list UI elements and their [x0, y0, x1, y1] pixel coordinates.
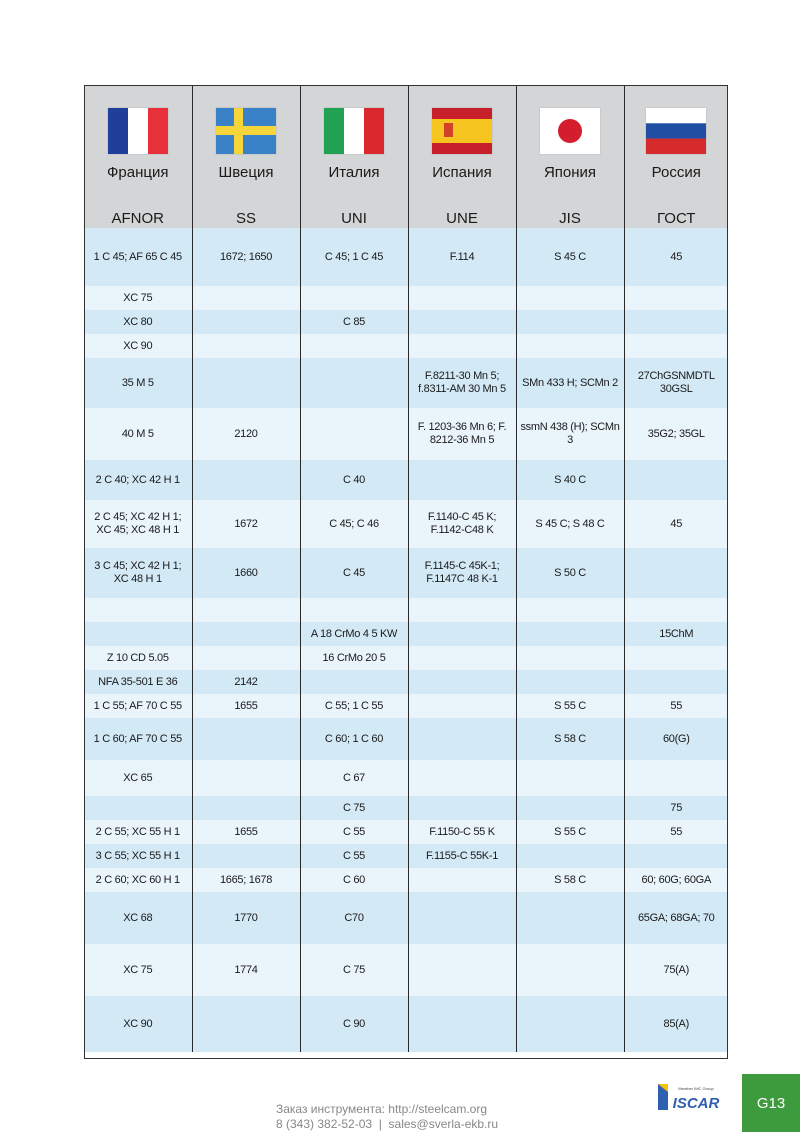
table-cell: [624, 670, 728, 694]
sweden-flag-icon: [216, 108, 276, 154]
standard-name: UNI: [341, 210, 367, 227]
table-cell: [408, 868, 516, 892]
table-cell: S 40 C: [516, 460, 624, 500]
column-header-uni: [300, 86, 408, 228]
table-cell: S 45 C: [516, 228, 624, 286]
table-row: [84, 694, 728, 718]
table-row: [84, 718, 728, 760]
table-cell: [192, 310, 300, 334]
country-name: Швеция: [218, 164, 274, 181]
table-cell: [408, 598, 516, 622]
country-name: Испания: [432, 164, 492, 181]
table-row: [84, 844, 728, 868]
table-cell: [192, 622, 300, 646]
table-row: [84, 892, 728, 944]
table-cell: C 85: [300, 310, 408, 334]
table-cell: [516, 892, 624, 944]
table-row: [84, 646, 728, 670]
table-cell: S 50 C: [516, 548, 624, 598]
table-row: [84, 548, 728, 598]
table-row: [84, 598, 728, 622]
table-cell: 3 C 45; XC 42 H 1; XC 48 H 1: [84, 548, 192, 598]
table-cell: C70: [300, 892, 408, 944]
table-cell: [624, 286, 728, 310]
table-row: [84, 286, 728, 310]
table-cell: A 18 CrMo 4 5 KW: [300, 622, 408, 646]
table-cell: 35G2; 35GL: [624, 408, 728, 460]
column-header-ss: [192, 86, 300, 228]
table-cell: [192, 796, 300, 820]
table-cell: F.1150-C 55 K: [408, 820, 516, 844]
footer-contact-line: 8 (343) 382-52-03 | sales@sverla-ekb.ru: [276, 1117, 499, 1131]
table-row: [84, 310, 728, 334]
table-cell: 45: [624, 228, 728, 286]
table-row: [84, 944, 728, 996]
table-cell: [516, 944, 624, 996]
table-row: [84, 358, 728, 408]
standard-name: SS: [235, 210, 256, 227]
table-cell: [192, 598, 300, 622]
table-cell: XC 75: [84, 286, 192, 310]
table-cell: [516, 760, 624, 796]
spain-flag-icon: [432, 108, 492, 154]
table-cell: C 45; C 46: [300, 500, 408, 548]
standard-name: AFNOR: [111, 210, 164, 227]
table-cell: [516, 598, 624, 622]
country-name: Россия: [651, 164, 701, 181]
france-flag-icon: [108, 108, 168, 154]
table-cell: [408, 286, 516, 310]
table-cell: F.8211-30 Mn 5; f.8311-AM 30 Mn 5: [408, 358, 516, 408]
table-cell: SMn 433 H; SCMn 2: [516, 358, 624, 408]
table-cell: [408, 646, 516, 670]
table-cell: [516, 310, 624, 334]
table-cell: [624, 598, 728, 622]
table-cell: 2 C 55; XC 55 H 1: [84, 820, 192, 844]
table-cell: 2 C 60; XC 60 H 1: [84, 868, 192, 892]
table-cell: F. 1203-36 Mn 6; F. 8212-36 Mn 5: [408, 408, 516, 460]
table-cell: 40 M 5: [84, 408, 192, 460]
table-cell: C 75: [300, 796, 408, 820]
table-cell: S 58 C: [516, 868, 624, 892]
table-cell: 3 C 55; XC 55 H 1: [84, 844, 192, 868]
table-cell: [624, 334, 728, 358]
table-cell: 1665; 1678: [192, 868, 300, 892]
table-cell: [516, 286, 624, 310]
table-cell: [624, 646, 728, 670]
table-cell: 60(G): [624, 718, 728, 760]
table-cell: F.1140-C 45 K; F.1142-C48 K: [408, 500, 516, 548]
table-cell: S 45 C; S 48 C: [516, 500, 624, 548]
table-cell: C 60; 1 C 60: [300, 718, 408, 760]
table-cell: [300, 408, 408, 460]
steel-equivalents-table: [84, 86, 728, 1052]
steel-equivalents-table-wrap: [84, 86, 728, 1052]
table-cell: C 55; 1 C 55: [300, 694, 408, 718]
table-cell: [516, 796, 624, 820]
table-row: [84, 670, 728, 694]
table-cell: [300, 670, 408, 694]
table-row: [84, 334, 728, 358]
table-cell: XC 80: [84, 310, 192, 334]
table-cell: 16 CrMo 20 5: [300, 646, 408, 670]
table-row: [84, 622, 728, 646]
table-cell: [408, 892, 516, 944]
standard-name: ГОСТ: [657, 210, 696, 227]
table-cell: C 40: [300, 460, 408, 500]
table-right-border: [727, 85, 728, 1059]
table-cell: 1 C 60; AF 70 C 55: [84, 718, 192, 760]
table-cell: C 67: [300, 760, 408, 796]
table-cell: [192, 760, 300, 796]
iscar-logo-tagline: Member IMC Group: [678, 1086, 714, 1091]
table-cell: NFA 35-501 E 36: [84, 670, 192, 694]
table-row: [84, 796, 728, 820]
country-name: Италия: [328, 164, 380, 181]
table-cell: 55: [624, 694, 728, 718]
table-cell: XC 65: [84, 760, 192, 796]
table-cell: 2 C 40; XC 42 H 1: [84, 460, 192, 500]
table-cell: 1 C 55; AF 70 C 55: [84, 694, 192, 718]
table-cell: Z 10 CD 5.05: [84, 646, 192, 670]
table-row: [84, 996, 728, 1052]
table-cell: 2120: [192, 408, 300, 460]
table-cell: [624, 460, 728, 500]
table-cell: 55: [624, 820, 728, 844]
table-row: [84, 460, 728, 500]
table-cell: [192, 286, 300, 310]
column-header-jis: [516, 86, 624, 228]
table-cell: [300, 358, 408, 408]
table-cell: [300, 598, 408, 622]
table-cell: [624, 310, 728, 334]
table-cell: [408, 310, 516, 334]
country-name: Япония: [543, 164, 597, 181]
table-cell: 1 C 45; AF 65 C 45: [84, 228, 192, 286]
table-cell: 1672: [192, 500, 300, 548]
table-cell: [408, 996, 516, 1052]
table-cell: [192, 646, 300, 670]
table-cell: 2142: [192, 670, 300, 694]
table-row: [84, 820, 728, 844]
table-cell: [192, 334, 300, 358]
table-cell: C 45; 1 C 45: [300, 228, 408, 286]
table-row: [84, 760, 728, 796]
footer-contacts: [276, 1102, 498, 1132]
table-cell: S 55 C: [516, 694, 624, 718]
table-cell: [516, 622, 624, 646]
table-cell: S 55 C: [516, 820, 624, 844]
table-cell: 15ChM: [624, 622, 728, 646]
table-cell: [408, 694, 516, 718]
table-cell: [516, 334, 624, 358]
standard-name: JIS: [559, 210, 581, 227]
table-cell: XC 90: [84, 996, 192, 1052]
table-cell: [624, 844, 728, 868]
table-cell: C 55: [300, 820, 408, 844]
table-cell: [192, 718, 300, 760]
table-cell: [516, 844, 624, 868]
table-cell: 27ChGSNMDTL 30GSL: [624, 358, 728, 408]
table-cell: 60; 60G; 60GA: [624, 868, 728, 892]
table-bottom-border: [84, 1058, 728, 1059]
table-cell: [408, 718, 516, 760]
table-cell: C 45: [300, 548, 408, 598]
table-cell: XC 68: [84, 892, 192, 944]
table-cell: 35 M 5: [84, 358, 192, 408]
table-left-border: [84, 85, 85, 1059]
table-row: [84, 228, 728, 286]
country-name: Франция: [107, 164, 169, 181]
table-cell: XC 90: [84, 334, 192, 358]
table-cell: [408, 760, 516, 796]
table-cell: 45: [624, 500, 728, 548]
table-cell: XC 75: [84, 944, 192, 996]
table-cell: 1672; 1650: [192, 228, 300, 286]
table-cell: [408, 460, 516, 500]
table-cell: [192, 996, 300, 1052]
russia-flag-icon: [646, 108, 706, 154]
table-cell: [84, 796, 192, 820]
table-cell: F.1145-C 45K-1; F.1147C 48 K-1: [408, 548, 516, 598]
table-cell: 75: [624, 796, 728, 820]
table-cell: 1770: [192, 892, 300, 944]
table-cell: [192, 844, 300, 868]
table-cell: [300, 334, 408, 358]
table-row: [84, 408, 728, 460]
table-cell: C 75: [300, 944, 408, 996]
table-cell: [408, 796, 516, 820]
table-cell: [624, 548, 728, 598]
table-cell: [516, 670, 624, 694]
table-row: [84, 868, 728, 892]
header-row: [84, 86, 728, 228]
column-header-afnor: [84, 86, 192, 228]
table-cell: [408, 622, 516, 646]
table-cell: [516, 996, 624, 1052]
table-cell: [300, 286, 408, 310]
table-cell: [516, 646, 624, 670]
table-cell: [408, 944, 516, 996]
table-cell: 65GA; 68GA; 70: [624, 892, 728, 944]
japan-flag-icon: [540, 108, 600, 154]
table-cell: 2 C 45; XC 42 H 1; XC 45; XC 48 H 1: [84, 500, 192, 548]
table-cell: [624, 760, 728, 796]
table-cell: C 60: [300, 868, 408, 892]
iscar-logo: [656, 1082, 728, 1112]
table-cell: 1655: [192, 694, 300, 718]
table-cell: [408, 334, 516, 358]
standard-name: UNE: [446, 210, 478, 227]
italy-flag-icon: [324, 108, 384, 154]
page-number: G13: [756, 1094, 786, 1112]
table-cell: [192, 358, 300, 408]
table-cell: 75(A): [624, 944, 728, 996]
table-cell: [408, 670, 516, 694]
iscar-logo-text: ISCAR: [672, 1095, 720, 1112]
table-cell: 1774: [192, 944, 300, 996]
table-cell: ssmN 438 (H); SCMn 3: [516, 408, 624, 460]
table-cell: F.114: [408, 228, 516, 286]
table-cell: 1660: [192, 548, 300, 598]
table-cell: [84, 598, 192, 622]
footer-order-line: Заказ инструмента: http://steelcam.org: [276, 1102, 488, 1116]
table-cell: C 55: [300, 844, 408, 868]
table-body: [84, 228, 728, 1052]
table-cell: [84, 622, 192, 646]
table-cell: 85(A): [624, 996, 728, 1052]
table-cell: S 58 C: [516, 718, 624, 760]
table-cell: 1655: [192, 820, 300, 844]
table-cell: C 90: [300, 996, 408, 1052]
page-number-badge: [742, 1074, 800, 1132]
table-cell: [192, 460, 300, 500]
column-header-гост: [624, 86, 728, 228]
table-cell: F.1155-C 55K-1: [408, 844, 516, 868]
table-top-border: [84, 85, 728, 86]
table-row: [84, 500, 728, 548]
column-header-une: [408, 86, 516, 228]
